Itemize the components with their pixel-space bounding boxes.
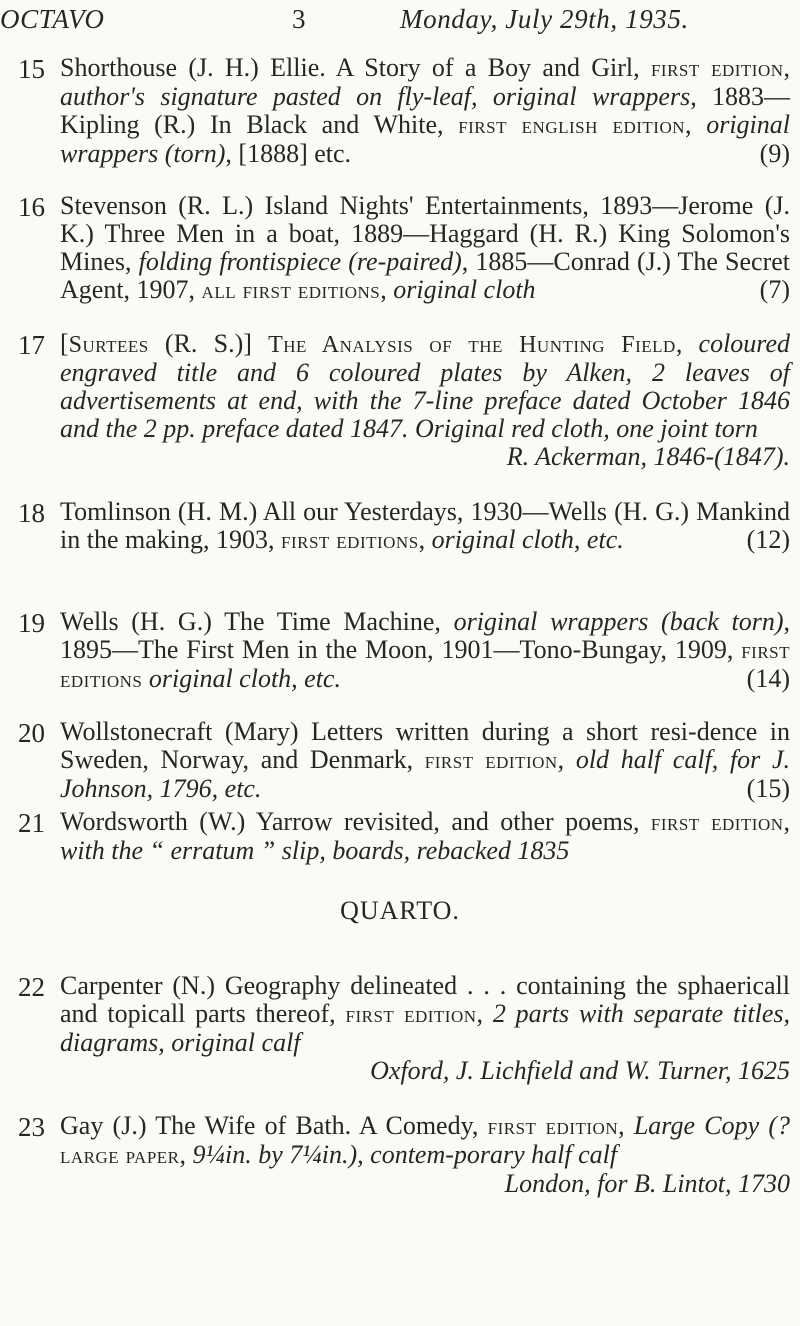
lot-description: [Surtees (R. S.)] The Analysis of the Hunting Field, coloured engraved title and 6 coloured plates by Alken, 2 leaves of advertisements at end, with the 7-line preface dated October 1846 and the 2 pp. preface dated 1847. Original red cloth, one joint torn R. Ackerman, 1846-(1847). (60, 329, 790, 471)
lot-description: Tomlinson (H. M.) All our Yesterdays, 1930—Wells (H. G.) Mankind in the making, 1903, first editions, original cloth, etc. (12) (60, 497, 790, 554)
lot-price: (9) (759, 139, 790, 168)
lot-price: (12) (746, 525, 790, 554)
lot-description: Shorthouse (J. H.) Ellie. A Story of a Boy and Girl, first edition, author's signature pasted on fly-leaf, original wrappers, 1883—Kipling (R.) In Black and White, first english edition, original wrappers (torn), [1888] etc. (9) (60, 53, 791, 168)
lot-description: Stevenson (R. L.) Island Nights' Entertainments, 1893—Jerome (J. K.) Three Men in a boat, 1889—Haggard (H. R.) King Solomon's Mines, folding frontispiece (re-paired), 1885—Conrad (J.) The Secret Agent, 1907, all first editions, original cloth (7) (60, 191, 791, 304)
format-label: OCTAVO (0, 4, 105, 34)
lot-number: 23 (18, 1112, 45, 1142)
lot-description: Wordsworth (W.) Yarrow revisited, and other poems, first edition, with the “ erratum ” slip, boards, rebacked 1835 (60, 807, 791, 865)
page-header (0, 0, 800, 40)
page-number: 3 (292, 4, 307, 34)
lot-imprint: R. Ackerman, 1846-(1847). (506, 442, 790, 471)
section-heading: QUARTO. (340, 896, 460, 925)
lot-number: 20 (18, 718, 45, 748)
lot-number: 19 (18, 608, 45, 638)
lot-number: 15 (18, 54, 45, 84)
lot-description: Gay (J.) The Wife of Bath. A Comedy, first edition, Large Copy (? large paper, 9¼in. by 7¼in.), contem-porary half calf London, for B. Lintot, 1730 (60, 1111, 791, 1198)
lot-description: Carpenter (N.) Geography delineated . . . containing the sphaericall and topicall parts thereof, first edition, 2 parts with separate titles, diagrams, original calf Oxford, J. Lichfield and W. Turner, 1625 (60, 971, 791, 1085)
lot-number: 16 (18, 192, 45, 222)
sale-date: Monday, July 29th, 1935. (400, 4, 689, 34)
lot-description: Wollstonecraft (Mary) Letters written during a short resi-dence in Sweden, Norway, and Denmark, first edition, old half calf, for J. Johnson, 1796, etc. (15) (60, 717, 790, 803)
lot-description: Wells (H. G.) The Time Machine, original wrappers (back torn), 1895—The First Men in the Moon, 1901—Tono-Bungay, 1909, first editions original cloth, etc. (14) (60, 607, 790, 693)
lot-number: 21 (18, 808, 45, 838)
lot-number: 18 (18, 498, 45, 528)
lot-price: (7) (759, 275, 790, 304)
lot-number: 17 (18, 330, 45, 360)
lot-imprint: Oxford, J. Lichfield and W. Turner, 1625 (370, 1056, 790, 1085)
lot-imprint: London, for B. Lintot, 1730 (504, 1169, 790, 1198)
lot-price: (15) (746, 774, 790, 803)
lot-number: 22 (18, 972, 45, 1002)
lot-price: (14) (746, 664, 790, 693)
